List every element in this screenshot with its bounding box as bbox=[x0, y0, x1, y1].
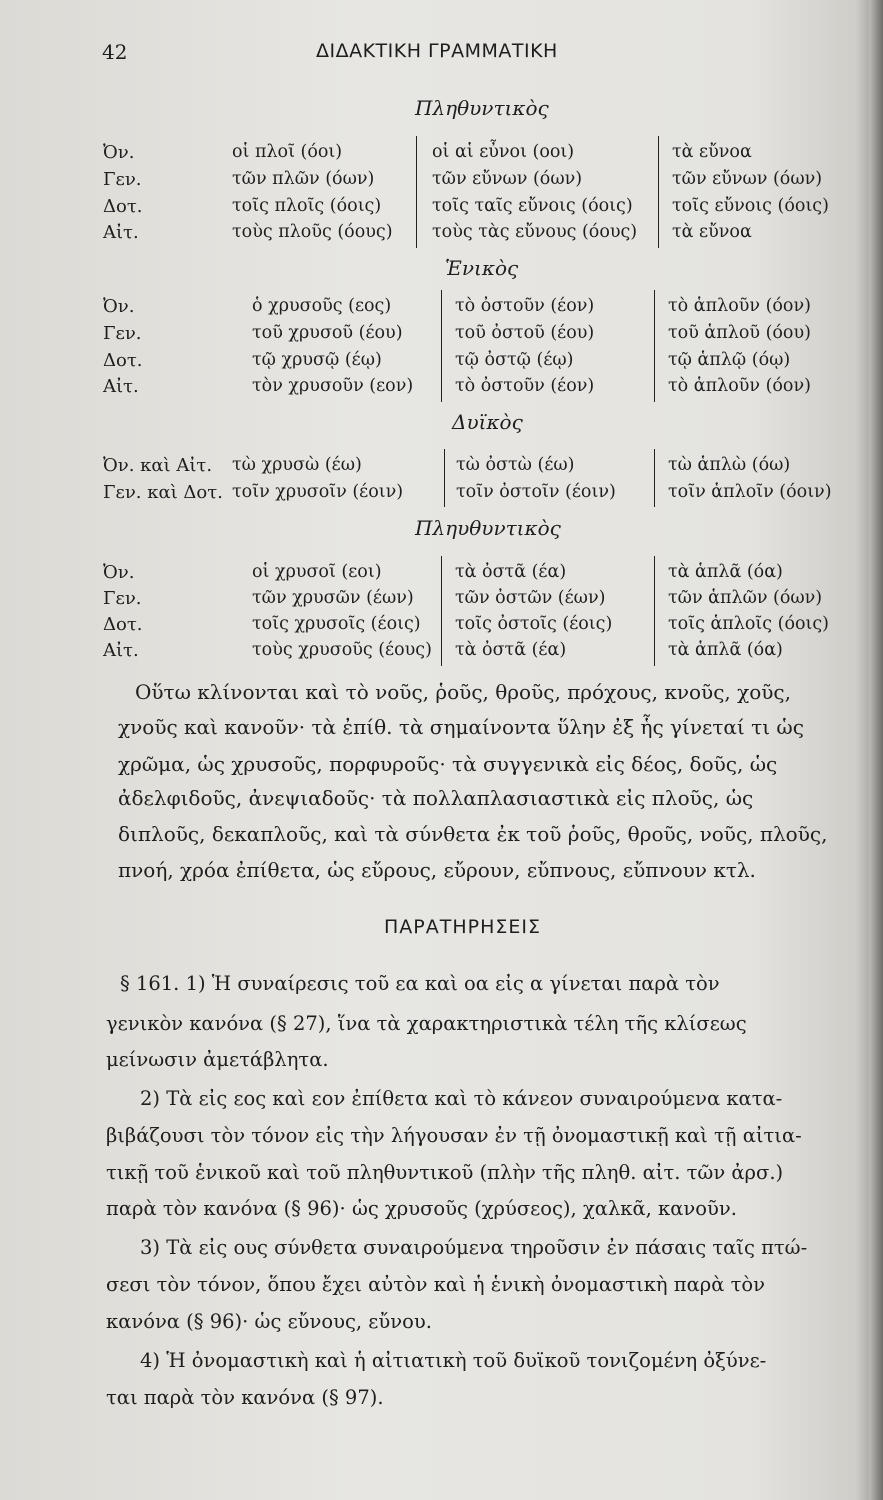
table-cell: τοῦ ἁπλοῦ (όου) bbox=[668, 323, 811, 343]
table-cell: οἱ χρυσοῖ (εοι) bbox=[252, 562, 382, 582]
table-cell: τοῖν ἁπλοῖν (όοιν) bbox=[668, 482, 832, 502]
case-label: Δοτ. bbox=[103, 614, 143, 635]
case-label: Ὀν. bbox=[103, 142, 135, 163]
observation-line: μείνωσιν ἀμετάβλητα. bbox=[106, 1048, 329, 1071]
table-cell: τὸ ἁπλοῦν (όον) bbox=[668, 296, 811, 316]
table-cell: τῶν χρυσῶν (έων) bbox=[252, 588, 414, 608]
column-divider bbox=[444, 449, 445, 507]
observation-line: σεσι τὸν τόνον, ὅπου ἔχει αὐτὸν καὶ ἡ ἑνικὴ ὀνομαστικὴ παρὰ τὸν bbox=[106, 1273, 766, 1296]
heading-singular: Ἑνικὸς bbox=[445, 256, 519, 280]
case-label: Γεν. καὶ Δοτ. bbox=[103, 482, 223, 503]
table-cell: τὰ ὀστᾶ (έα) bbox=[455, 640, 567, 660]
table-cell: τῷ ὀστῷ (έῳ) bbox=[455, 350, 574, 370]
table-cell: οἱ πλοῖ (όοι) bbox=[232, 142, 343, 162]
table-cell: τοῦ χρυσοῦ (έου) bbox=[252, 323, 403, 343]
running-head bbox=[0, 40, 883, 70]
case-label: Ὀν. bbox=[103, 296, 135, 317]
paragraph-line: χνοῦς καὶ κανοῦν· τὰ ἐπίθ. τὰ σημαίνοντα ὕλην ἐξ ἧς γίνεταί τι ὡς bbox=[118, 715, 804, 739]
paragraph-line: Οὕτω κλίνονται καὶ τὸ νοῦς, ῥοῦς, θροῦς, πρόχους, κνοῦς, χοῦς, bbox=[135, 680, 791, 704]
case-label: Ὀν. καὶ Αἰτ. bbox=[103, 455, 213, 476]
table-cell: τῶν ὀστῶν (έων) bbox=[455, 588, 606, 608]
table-cell: τὰ εὔνοα bbox=[672, 142, 752, 162]
case-label: Αἰτ. bbox=[103, 222, 139, 243]
table-cell: τὰ ἁπλᾶ (όα) bbox=[668, 562, 783, 582]
column-divider bbox=[416, 136, 417, 248]
observation-line: γενικὸν κανόνα (§ 27), ἵνα τὰ χαρακτηριστικὰ τέλη τῆς κλίσεως bbox=[106, 1012, 747, 1035]
table-cell: τὰ εὔνοα bbox=[672, 222, 752, 242]
observation-line: παρὰ τὸν κανόνα (§ 96)· ὡς χρυσοῦς (χρύσεος), χαλκᾶ, κανοῦν. bbox=[106, 1197, 737, 1220]
observations-heading: ΠΑΡΑΤΗΡΗΣΕΙΣ bbox=[384, 916, 541, 938]
heading-dual: Δυϊκὸς bbox=[452, 410, 523, 434]
observation-line: βιβάζουσι τὸν τόνον εἰς τὴν λήγουσαν ἐν τῇ ὀνομαστικῇ καὶ τῇ αἰτια- bbox=[106, 1124, 802, 1147]
paragraph-line: διπλοῦς, δεκαπλοῦς, καὶ τὰ σύνθετα ἐκ τοῦ ῥοῦς, θροῦς, νοῦς, πλοῦς, bbox=[118, 822, 828, 846]
table-cell: τοῖς εὔνοις (όοις) bbox=[672, 196, 829, 216]
table-cell: τοὺς τὰς εὔνους (όους) bbox=[432, 222, 638, 242]
column-divider bbox=[441, 290, 442, 402]
case-label: Γεν. bbox=[103, 169, 142, 190]
column-divider bbox=[658, 136, 659, 248]
case-label: Αἰτ. bbox=[103, 640, 139, 661]
observation-line: 3) Τὰ εἰς ους σύνθετα συναιρούμενα τηροῦσιν ἐν πάσαις ταῖς πτώ- bbox=[140, 1236, 808, 1259]
case-label: Αἰτ. bbox=[103, 376, 139, 397]
table-cell: τὸ ὀστοῦν (έον) bbox=[455, 296, 595, 316]
table-cell: τοῖς ὀστοῖς (έοις) bbox=[455, 614, 613, 634]
paragraph-line: πνοή, χρόα ἐπίθετα, ὡς εὔρους, εὔρουν, εὔπνους, εὔπνουν κτλ. bbox=[118, 858, 756, 882]
table-cell: τὸν χρυσοῦν (εον) bbox=[252, 376, 414, 396]
table-cell: τοὺς χρυσοῦς (έους) bbox=[252, 640, 432, 660]
table-cell: τὼ ὀστὼ (έω) bbox=[456, 455, 575, 475]
case-label: Γεν. bbox=[103, 588, 142, 609]
table-cell: τὰ ἁπλᾶ (όα) bbox=[668, 640, 783, 660]
observation-line: § 161. 1) Ἡ συναίρεσις τοῦ εα καὶ οα εἰς α γίνεται παρὰ τὸν bbox=[120, 972, 720, 995]
observation-line: ται παρὰ τὸν κανόνα (§ 97). bbox=[106, 1386, 384, 1409]
observation-line: 2) Τὰ εἰς εος καὶ εον ἐπίθετα καὶ τὸ κάνεον συναιρούμενα κατα- bbox=[140, 1087, 783, 1110]
table-cell: τοῖς πλοῖς (όοις) bbox=[232, 196, 382, 216]
table-cell: οἱ αἱ εὖνοι (οοι) bbox=[432, 142, 575, 162]
table-cell: τῶν εὔνων (όων) bbox=[672, 169, 823, 189]
table-cell: τοῖς ἁπλοῖς (όοις) bbox=[668, 614, 830, 634]
table-cell: τοὺς πλοῦς (όους) bbox=[232, 222, 393, 242]
case-label: Δοτ. bbox=[103, 196, 143, 217]
table-cell: τῶν ἁπλῶν (όων) bbox=[668, 588, 823, 608]
case-label: Δοτ. bbox=[103, 350, 143, 371]
observation-line: 4) Ἡ ὀνομαστικὴ καὶ ἡ αἰτιατικὴ τοῦ δυϊκοῦ τονιζομένη ὀξύνε- bbox=[140, 1349, 767, 1372]
table-cell: τοῖν ὀστοῖν (έοιν) bbox=[456, 482, 616, 502]
running-title: ΔΙΔΑΚΤΙΚΗ ΓΡΑΜΜΑΤΙΚΗ bbox=[316, 40, 558, 62]
table-cell: τῶν εὔνων (όων) bbox=[432, 169, 583, 189]
table-cell: τὼ ἁπλὼ (όω) bbox=[668, 455, 791, 475]
paragraph-line: ἀδελφιδοῦς, ἀνεψιαδοῦς· τὰ πολλαπλασιαστικὰ εἰς πλοῦς, ὡς bbox=[118, 786, 754, 810]
table-cell: τῷ ἁπλῷ (όῳ) bbox=[668, 350, 791, 370]
table-cell: τὰ ὀστᾶ (έα) bbox=[455, 562, 567, 582]
table-cell: τοῦ ὀστοῦ (έου) bbox=[455, 323, 595, 343]
table-cell: τῷ χρυσῷ (έῳ) bbox=[252, 350, 382, 370]
heading-plural-1: Πληθυντικὸς bbox=[415, 96, 549, 120]
column-divider bbox=[654, 556, 655, 666]
observation-line: κανόνα (§ 96)· ὡς εὔνους, εὔνου. bbox=[106, 1310, 432, 1333]
table-cell: τοῖν χρυσοῖν (έοιν) bbox=[232, 482, 404, 502]
paragraph-line: χρῶμα, ὡς χρυσοῦς, πορφυροῦς· τὰ συγγενικὰ εἰς δέος, δοῦς, ὡς bbox=[118, 752, 778, 776]
column-divider bbox=[441, 556, 442, 666]
column-divider bbox=[654, 449, 655, 507]
column-divider bbox=[654, 290, 655, 402]
page-number: 42 bbox=[102, 40, 128, 64]
case-label: Γεν. bbox=[103, 323, 142, 344]
heading-plural-2: Πληυθυντικὸς bbox=[415, 516, 561, 540]
table-cell: ὁ χρυσοῦς (εος) bbox=[252, 296, 392, 316]
table-cell: τῶν πλῶν (όων) bbox=[232, 169, 375, 189]
table-cell: τοῖς χρυσοῖς (έοις) bbox=[252, 614, 421, 634]
table-cell: τὸ ὀστοῦν (έον) bbox=[455, 376, 595, 396]
page-edge-shadow bbox=[869, 0, 883, 1500]
table-cell: τὼ χρυσὼ (έω) bbox=[232, 455, 362, 475]
table-cell: τοῖς ταῖς εὔνοις (όοις) bbox=[432, 196, 633, 216]
table-cell: τὸ ἁπλοῦν (όον) bbox=[668, 376, 811, 396]
observation-line: τικῇ τοῦ ἑνικοῦ καὶ τοῦ πληθυντικοῦ (πλὴν τῆς πληθ. αἰτ. τῶν ἀρσ.) bbox=[106, 1161, 784, 1184]
case-label: Ὀν. bbox=[103, 562, 135, 583]
